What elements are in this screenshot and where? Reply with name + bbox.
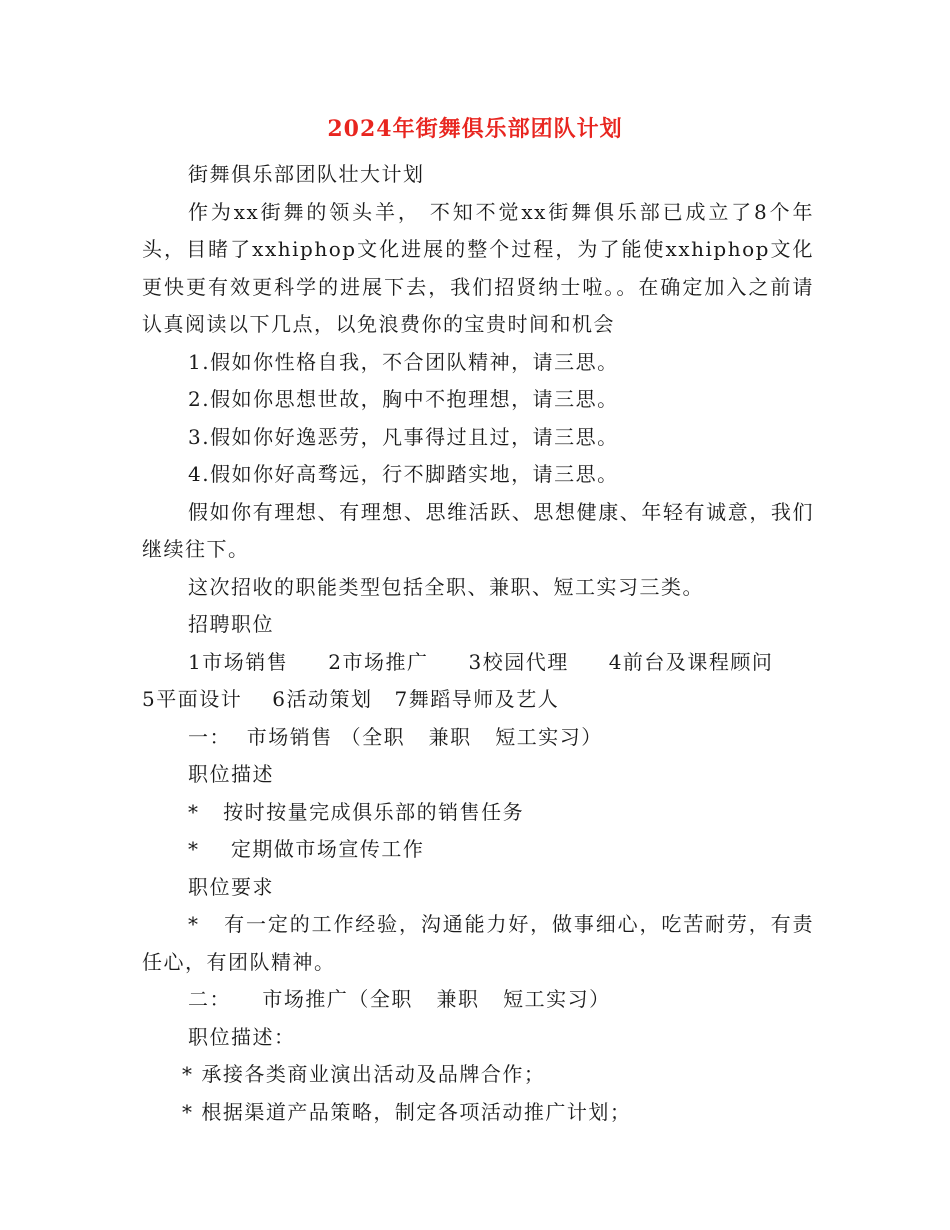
section1-desc-item: * 按时按量完成俱乐部的销售任务 <box>188 799 525 824</box>
intro-paragraph: 作为xx街舞的领头羊， 不知不觉xx街舞俱乐部已成立了8个年头，目睹了xxhiphop文化进展的整个过程，为了能使xxhiphop文化更快更有效更科学的进展下去，我们招贤纳士啦。。在确定加入之前请认真阅读以下几点，以免浪费你的宝贵时间和机会 <box>142 199 814 336</box>
section1-desc-item: * 定期做市场宣传工作 <box>188 837 425 861</box>
section1-req-heading: 职位要求 <box>188 874 274 899</box>
position-item: 2市场推广 <box>328 649 429 674</box>
position-item: 4前台及课程顾问 <box>608 649 774 674</box>
position-item: 3校园代理 <box>468 649 569 674</box>
section1-req-text: * 有一定的工作经验，沟通能力好，做事细心，吃苦耐劳，有责任心，有团队精神。 <box>142 912 814 974</box>
positions-list <box>142 644 814 682</box>
section1-desc-heading: 职位描述 <box>188 762 274 786</box>
continue-paragraph: 假如你有理想、有理想、思维活跃、思想健康、年轻有诚意，我们继续往下。 <box>142 499 814 561</box>
position-item: 5平面设计 <box>142 687 243 711</box>
positions-heading: 招聘职位 <box>188 612 274 636</box>
point-4: 4.假如你好高骛远，行不脚踏实地，请三思。 <box>188 462 619 486</box>
document-title: 2024年街舞俱乐部团队计划 <box>327 116 623 142</box>
section2-desc-item: * 根据渠道产品策略，制定各项活动推广计划； <box>182 1099 632 1124</box>
section2-desc-item: * 承接各类商业演出活动及品牌合作； <box>182 1062 546 1086</box>
point-1: 1.假如你性格自我，不合团队精神，请三思。 <box>188 349 619 374</box>
point-2: 2.假如你思想世故，胸中不抱理想，请三思。 <box>188 387 619 411</box>
position-item: 7舞蹈导师及艺人 <box>394 687 560 711</box>
subtitle: 街舞俱乐部团队壮大计划 <box>188 162 425 186</box>
positions-list-cont <box>142 681 814 719</box>
point-3: 3.假如你好逸恶劳，凡事得过且过，请三思。 <box>188 424 619 449</box>
position-item: 1市场销售 <box>188 649 289 674</box>
section1-heading: 一： 市场销售 （全职 兼职 短工实习） <box>188 724 603 749</box>
document-body <box>142 156 814 1131</box>
position-item: 6活动策划 <box>272 687 373 711</box>
section2-desc-heading: 职位描述： <box>188 1024 296 1049</box>
section2-heading: 二： 市场推广（全职 兼职 短工实习） <box>188 987 611 1011</box>
recruit-types: 这次招收的职能类型包括全职、兼职、短工实习三类。 <box>188 574 704 599</box>
